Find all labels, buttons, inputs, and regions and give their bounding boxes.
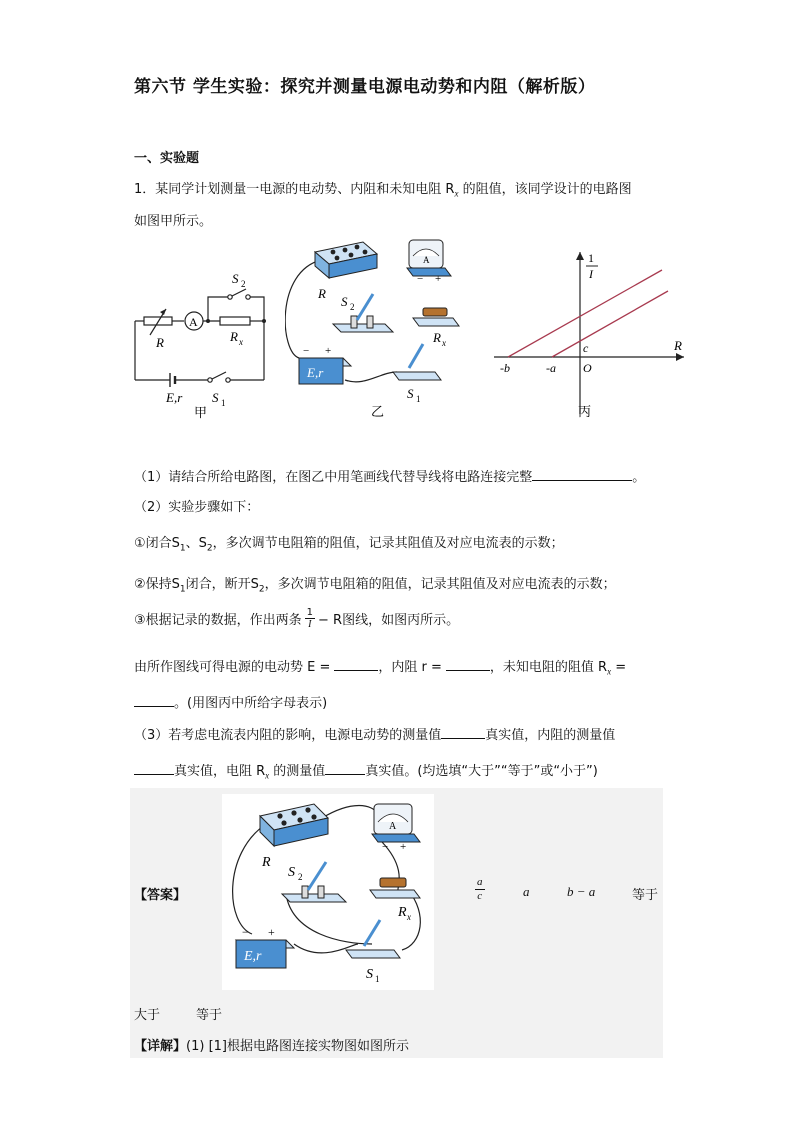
emf-blank[interactable] xyxy=(334,656,378,671)
svg-text:乙: 乙 xyxy=(371,404,385,419)
svg-text:c: c xyxy=(583,341,589,355)
svg-text:+: + xyxy=(268,925,275,939)
svg-text:R: R xyxy=(674,338,682,353)
jia-ammeter-label: A xyxy=(189,315,198,329)
jia-s2-label: S xyxy=(232,271,239,286)
jia-r-label: R xyxy=(156,335,164,350)
result-line: 由所作图线可得电源的电动势 E = ，内阻 r = ，未知电阻的阻值 $R_x$ = xyxy=(134,656,626,677)
figure-jia-circuit xyxy=(128,265,273,425)
jia-rx-label: R xyxy=(230,329,238,344)
svg-text:−: − xyxy=(382,841,389,853)
step-3: ③根据记录的数据，作出两条 1 I − R图线，如图丙所示。 xyxy=(134,607,460,630)
jia-s1-label: S xyxy=(212,390,219,405)
step-1: ①闭合$S_1$、$S_2$，多次调节电阻箱的阻值，记录其阻值及对应电流表的示数； xyxy=(134,536,564,554)
svg-text:1: 1 xyxy=(221,398,226,408)
answer-apparatus xyxy=(222,794,434,990)
r-compare-blank[interactable] xyxy=(134,760,174,775)
svg-text:x: x xyxy=(239,337,243,347)
internal-resistance-blank[interactable] xyxy=(446,656,490,671)
svg-text:x: x xyxy=(442,338,446,348)
svg-text:S: S xyxy=(366,967,373,982)
svg-text:+: + xyxy=(325,345,332,357)
svg-text:R: R xyxy=(398,905,407,920)
result-line-2: 。(用图丙中所给字母表示) xyxy=(134,692,327,711)
svg-text:S: S xyxy=(407,386,414,401)
svg-text:2: 2 xyxy=(241,279,246,289)
svg-text:x: x xyxy=(407,912,411,922)
answer-emf: a c xyxy=(477,876,483,902)
svg-text:−: − xyxy=(417,273,424,285)
rx-blank[interactable] xyxy=(134,692,174,707)
answer-rx-compare: 等于 xyxy=(196,1008,223,1023)
part-3-line1: （3）若考虑电流表内阻的影响，电源电动势的测量值 真实值，内阻的测量值 xyxy=(134,724,615,743)
answer-rx: b − a xyxy=(567,884,596,899)
part-3-line2: 真实值，电阻 $R_x$ 的测量值 真实值。(均选填“大于”“等于”或“小于”) xyxy=(134,760,598,781)
section-heading: 一、实验题 xyxy=(134,151,200,166)
svg-text:1: 1 xyxy=(588,251,594,265)
figure-bing-graph xyxy=(488,244,688,422)
jia-battery-label: E,r xyxy=(166,390,183,405)
svg-text:S: S xyxy=(341,294,348,309)
step-2: ②保持$S_1$闭合，断开$S_2$，多次调节电阻箱的阻值，记录其阻值及对应电流表的示数； xyxy=(134,577,616,595)
part-2-heading: （2）实验步骤如下： xyxy=(134,500,260,515)
svg-text:E,r: E,r xyxy=(307,365,324,380)
svg-text:A: A xyxy=(423,255,430,265)
svg-text:E,r: E,r xyxy=(244,949,262,964)
svg-text:丙: 丙 xyxy=(578,404,592,419)
answer-internal-resistance: a xyxy=(523,884,530,899)
svg-text:2: 2 xyxy=(298,872,303,882)
rx-compare-blank[interactable] xyxy=(325,760,365,775)
svg-text:1: 1 xyxy=(375,974,380,984)
answer-emf-compare: 等于 xyxy=(632,888,659,903)
emf-compare-blank[interactable] xyxy=(441,724,485,739)
svg-text:+: + xyxy=(400,841,407,853)
svg-text:R: R xyxy=(262,855,271,870)
page-title: 第六节 学生实验：探究并测量电源电动势和内阻（解析版） xyxy=(134,77,596,97)
svg-text:I: I xyxy=(589,267,593,281)
svg-text:R: R xyxy=(318,286,326,301)
svg-text:+: + xyxy=(435,273,442,285)
svg-text:2: 2 xyxy=(350,302,355,312)
answer-r-compare: 大于 xyxy=(134,1008,161,1023)
svg-text:R: R xyxy=(433,330,441,345)
part-1-text: （1）请结合所给电路图，在图乙中用笔画线代替导线将电路连接完整 。 xyxy=(134,466,645,485)
svg-text:-b: -b xyxy=(500,361,510,375)
svg-text:A: A xyxy=(389,821,397,832)
answer-label: 【答案】 xyxy=(134,888,187,903)
svg-text:−: − xyxy=(242,925,249,939)
jia-caption: 甲 xyxy=(194,405,208,420)
svg-text:-a: -a xyxy=(546,361,556,375)
svg-text:S: S xyxy=(288,865,295,880)
part-1-blank[interactable] xyxy=(532,466,632,481)
question-1-line2: 如图甲所示。 xyxy=(134,214,213,229)
question-1-line1: 1．某同学计划测量一电源的电动势、内阻和未知电阻 $R_x$ 的阻值，该同学设计的电路图 xyxy=(134,182,632,199)
svg-text:1: 1 xyxy=(416,394,421,404)
svg-text:−: − xyxy=(303,345,310,357)
figure-yi-apparatus xyxy=(285,232,465,422)
svg-text:O: O xyxy=(583,361,592,375)
detail-line: 【详解】(1) [1]根据电路图连接实物图如图所示 xyxy=(134,1039,409,1054)
